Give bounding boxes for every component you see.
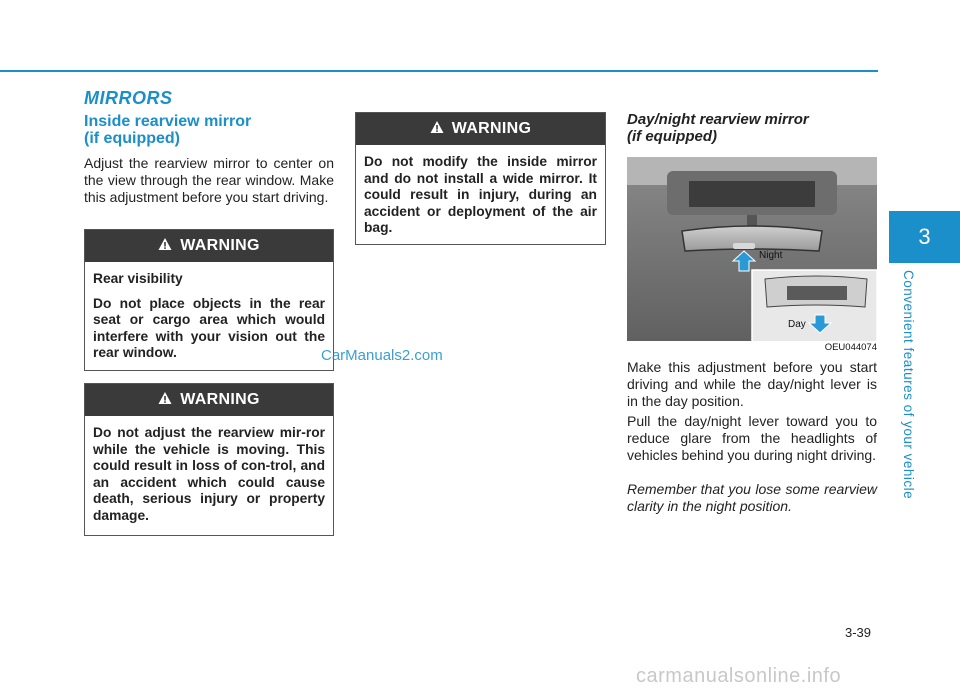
warning-triangle-icon bbox=[430, 120, 444, 139]
day-night-note: Remember that you lose some rearview clarity in the night position. bbox=[627, 481, 877, 514]
chapter-title-vertical bbox=[896, 270, 920, 500]
subheading-inside-mirror: Inside rearview mirror (if equipped) bbox=[84, 113, 252, 147]
chapter-title: Convenient features of your vehicle bbox=[901, 270, 916, 500]
warning-label: WARNING bbox=[180, 237, 260, 254]
warning-header bbox=[356, 113, 605, 145]
rearview-mirror-figure bbox=[627, 157, 877, 353]
warning-triangle-icon bbox=[158, 391, 172, 410]
warning-text: Do not modify the inside mirror and do not install a wide mirror. It could result in injury, during an accident or deployment of the air bag. bbox=[364, 154, 597, 235]
footer-watermark: carmanualsonline.info bbox=[636, 665, 842, 687]
warning-box-rear-visibility bbox=[84, 229, 334, 371]
page-number: 3-39 bbox=[845, 625, 872, 640]
watermark-logo: CarManuals2.com bbox=[321, 347, 443, 364]
intro-paragraph: Adjust the rearview mirror to center on the view through the rear window. Make this adjustment before you start driving. bbox=[84, 155, 334, 205]
warning-box-adjust-moving bbox=[84, 383, 334, 536]
warning-header bbox=[85, 230, 333, 262]
warning-title: Rear visibility bbox=[93, 271, 183, 286]
chapter-tab bbox=[889, 211, 960, 263]
top-rule bbox=[0, 70, 878, 72]
warning-box-modify-mirror bbox=[355, 112, 606, 245]
night-label: Night bbox=[759, 250, 783, 261]
day-label: Day bbox=[788, 319, 806, 330]
warning-label: WARNING bbox=[180, 391, 260, 408]
day-night-paragraph-1: Make this adjustment before you start driving and while the day/night lever is in the day position. bbox=[627, 359, 877, 409]
warning-text: Do not place objects in the rear seat or cargo area which would interfere with your vision out the rear window. bbox=[93, 295, 325, 360]
warning-text: Do not adjust the rearview mir-ror while the vehicle is moving. This could result in loss of con-trol, and an accident which could cause death, serious injury or property damage. bbox=[93, 425, 325, 523]
day-night-title: Day/night rearview mirror (if equipped) bbox=[627, 111, 809, 145]
chapter-number: 3 bbox=[918, 224, 931, 249]
section-title: MIRRORS bbox=[84, 88, 173, 108]
warning-header bbox=[85, 384, 333, 416]
day-night-paragraph-2: Pull the day/night lever toward you to reduce glare from the headlights of vehicles behind you during night driving. bbox=[627, 413, 877, 463]
warning-triangle-icon bbox=[158, 237, 172, 256]
figure-code: OEU044074 bbox=[824, 342, 877, 353]
warning-label: WARNING bbox=[451, 120, 532, 137]
